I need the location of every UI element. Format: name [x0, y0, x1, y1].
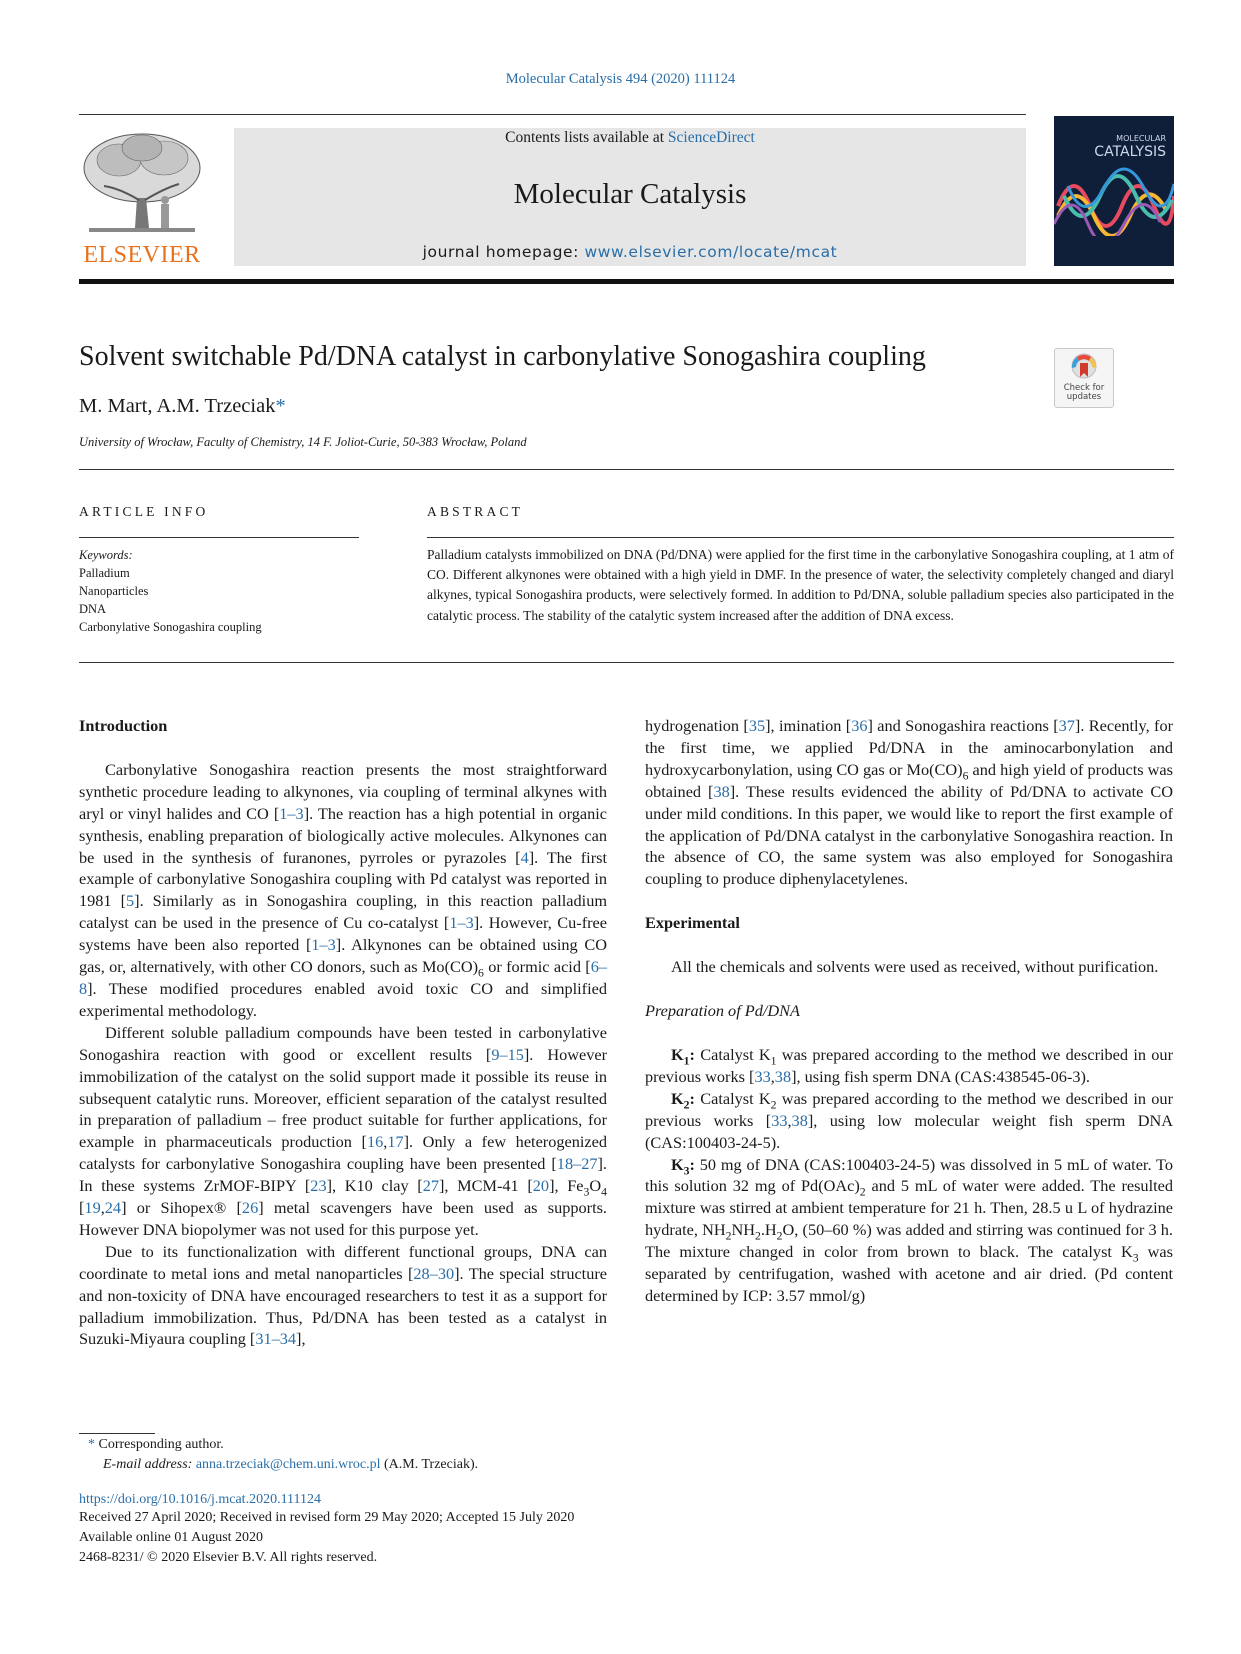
cover-art-icon — [1054, 166, 1174, 236]
preparation-subheading: Preparation of Pd/DNA — [645, 1001, 800, 1021]
body-left-column — [79, 715, 607, 1350]
experimental-heading: Experimental — [645, 913, 740, 933]
homepage-line — [234, 243, 1026, 261]
experimental-paragraph: All the chemicals and solvents were used as received, without purification. — [671, 957, 1159, 977]
keyword: Palladium — [79, 566, 130, 580]
citation-link[interactable]: 19 — [84, 1198, 101, 1218]
footnote-mark: * — [88, 1437, 95, 1452]
cover-title — [1054, 134, 1166, 160]
corresponding-text: Corresponding author. — [98, 1437, 224, 1452]
email-footnote — [103, 1457, 478, 1473]
citation-link[interactable]: 1–3 — [311, 935, 336, 955]
contents-prefix: Contents lists available at — [505, 129, 668, 146]
citation-link[interactable]: 33 — [754, 1066, 771, 1086]
citation-link[interactable]: 38 — [713, 781, 730, 801]
citation-link[interactable]: 1–3 — [279, 803, 304, 823]
body-right-column — [645, 715, 1173, 1307]
citation-link[interactable]: 38 — [791, 1110, 808, 1130]
email-label: E-mail address: — [103, 1457, 193, 1472]
tree-icon — [79, 128, 205, 240]
citation-link[interactable]: 37 — [1058, 716, 1075, 735]
citation-link[interactable]: 6–8 — [79, 957, 608, 998]
article-info-rule — [79, 537, 359, 538]
available-online-date: Available online 01 August 2020 — [79, 1530, 264, 1545]
citation-link[interactable]: 20 — [532, 1176, 550, 1196]
journal-title: Molecular Catalysis — [513, 178, 747, 210]
citation-link[interactable]: 5 — [126, 891, 135, 911]
citation-link[interactable]: 27 — [422, 1176, 439, 1196]
bookmark-icon — [1070, 353, 1098, 383]
citation-link[interactable]: 17 — [387, 1132, 404, 1152]
citation-link[interactable]: 31–34 — [255, 1329, 297, 1349]
doi-link[interactable]: https://doi.org/10.1016/j.mcat.2020.111124 — [79, 1492, 322, 1507]
intro-paragraph-3: Due to its functionalization with different functional groups, DNA can coordinate to metal ions and metal nanoparticles [28–30]. The special structure and non-toxicity of DNA have encouraged researchers to test it as a support for palladium immobilization. Thus, Pd/DNA has been tested as a catalyst in Suzuki-Miyaura coupling [31–34], — [79, 1241, 607, 1349]
intro-paragraph-2: Different soluble palladium compounds have been tested in carbonylative Sonogashira reaction with good or excellent results [9–15]. However immobilization of the catalyst on the solid support made it possible its reuse in subsequent catalytic runs. Moreover, efficient separation of the catalyst resulted in preparation of palladium – free product suitable for further applications, for example in pharmaceuticals production [16,17]. Only a few heterogenized catalysts for carbonylative Sonogashira coupling have been presented [18–27]. In these systems ZrMOF-BIPY [23], K10 clay [27], MCM-41 [20], $Fe_3O_4$ [19,24] or Sihopex® [26] metal scavengers have been used as supports. However DNA biopolymer was not used for this purpose yet. — [79, 1022, 608, 1239]
citation-link[interactable]: 16 — [366, 1132, 384, 1152]
received-dates: Received 27 April 2020; Received in revised form 29 May 2020; Accepted 15 July 2020 — [79, 1510, 575, 1525]
email-link[interactable]: anna.trzeciak@chem.uni.wroc.pl — [195, 1457, 381, 1472]
intro-paragraph-1: Carbonylative Sonogashira reaction presents the most straightforward synthetic procedure leading to alkynones, via coupling of terminal alkynes with aryl or vinyl halides and CO [1–3]. The reaction has a high potential in organic synthesis, enabling preparation of biologically active molecules. Alkynones can be used in the synthesis of furanones, pyrroles or pyrazoles [4]. The first example of carbonylative Sonogashira coupling with Pd catalyst was reported in 1981 [5]. Similarly as in Sonogashira coupling, in this reaction palladium catalyst can be used in the presence of Cu co-catalyst [1–3]. However, Cu-free systems have been also reported [1–3]. Alkynones can be obtained using CO gas, or, alternatively, with other CO donors, such as $Mo(CO)_6$ or formic acid [6–8]. These modified procedures enabled avoid toxic CO and simplified experimental methodology. — [79, 759, 608, 1020]
keyword: Carbonylative Sonogashira coupling — [79, 620, 262, 634]
header-thick-rule — [79, 279, 1174, 284]
keyword: Nanoparticles — [79, 584, 149, 598]
authors-text: M. Mart, A.M. Trzeciak — [79, 395, 276, 417]
citation-link[interactable]: 36 — [851, 716, 868, 735]
intro-paragraph-3-continued: hydrogenation [35], imination [36] and Sonogashira reactions [37]. Recently, for the first time, we applied Pd/DNA in the aminocarbonylation and hydroxycarbonylation, using CO gas or $Mo(CO)_6$ and high yield of products was obtained [38]. These results evidenced the ability of Pd/DNA to activate CO under mild conditions. In this paper, we would like to report the first example of the application of Pd/DNA catalyst in the carbonylative Sonogashira reaction. In the absence of CO, the same system was also employed for Sonogashira coupling to produce diphenylacetylenes. — [645, 716, 1174, 889]
corresponding-author-footnote — [88, 1437, 224, 1453]
citation-link[interactable]: 33 — [771, 1110, 788, 1130]
abstract-text: Palladium catalysts immobilized on DNA (Pd/DNA) were applied for the first time in the carbonylative Sonogashira coupling, at 1 atm of CO. Different alkynones were obtained with a high yield in DMF. In the presence of water, the selectivity completely changed and diaryl alkynes, typical Sonogashira products, were selectively formed. In addition to Pd/DNA, soluble palladium species also participated in the catalytic process. The stability of the catalytic system increased after the addition of DNA excess. — [427, 547, 1174, 623]
footnote-rule — [79, 1433, 155, 1434]
abstract-rule — [427, 537, 1174, 538]
citation-link[interactable]: 28–30 — [413, 1263, 455, 1283]
citation-link[interactable]: 38 — [774, 1066, 792, 1086]
journal-banner — [234, 128, 1026, 266]
title-rule — [79, 469, 1174, 470]
citation-link[interactable]: 35 — [748, 716, 766, 735]
introduction-heading: Introduction — [79, 716, 168, 735]
check-for-updates-button[interactable] — [1054, 348, 1114, 408]
email-suffix: (A.M. Trzeciak). — [380, 1457, 479, 1472]
contents-line — [234, 129, 1026, 147]
citation-link[interactable]: 4 — [520, 847, 529, 867]
sciencedirect-link[interactable]: ScienceDirect — [667, 129, 755, 146]
catalyst-k3-paragraph: $K_3$: 50 mg of DNA (CAS:100403-24-5) was dissolved in 5 mL of water. To this solution 32 mg of $Pd(OAc)_2$ and 5 mL of water were added. The resulted mixture was stirred at ambient temperature for 21 h. Then, 28.5 u L of hydrazine hydrate, $NH_2NH_2.H_2O$, (50–60 %) was added and stirring was continued for 3 h. The mixture changed in color from brown to black. The catalyst $K_3$ was separated by centrifugation, washed with acetone and air dried. (Pd content determined by ICP: 3.57 mmol/g) — [645, 1154, 1173, 1305]
article-info-heading: ARTICLE INFO — [79, 504, 209, 519]
catalyst-k1-paragraph: $K_1$: Catalyst $K_1$ was prepared according to the method we described in our previous works [33,38], using fish sperm DNA (CAS:438545-06-3). — [645, 1044, 1173, 1086]
citation-link[interactable]: 26 — [241, 1198, 259, 1218]
citation-link[interactable]: 1–3 — [449, 913, 474, 933]
cover-title-big: CATALYSIS — [1094, 144, 1166, 160]
keywords-label: Keywords: — [79, 548, 133, 562]
header-rule — [79, 114, 1026, 115]
catalyst-k2-paragraph: $K_2$: Catalyst $K_2$ was prepared according to the method we described in our previous works [33,38], using low molecular weight fish sperm DNA (CAS:100403-24-5). — [645, 1088, 1174, 1152]
journal-cover-thumbnail[interactable] — [1054, 116, 1174, 266]
keyword: DNA — [79, 602, 107, 616]
abstract-heading: ABSTRACT — [427, 504, 524, 519]
citation-link[interactable]: 18–27 — [556, 1154, 598, 1174]
cover-title-small: MOLECULAR — [1116, 134, 1166, 143]
elsevier-wordmark: ELSEVIER — [83, 242, 201, 268]
copyright-line: 2468-8231/ © 2020 Elsevier B.V. All rights reserved. — [79, 1550, 378, 1565]
citation-link[interactable]: 9–15 — [491, 1044, 524, 1064]
paper-title: Solvent switchable Pd/DNA catalyst in carbonylative Sonogashira coupling — [79, 341, 926, 372]
affiliation: University of Wrocław, Faculty of Chemistry, 14 F. Joliot-Curie, 50-383 Wrocław, Poland — [79, 435, 527, 449]
journal-reference[interactable]: Molecular Catalysis 494 (2020) 111124 — [505, 71, 736, 87]
citation-link[interactable]: 23 — [310, 1176, 327, 1196]
citation-link[interactable]: 24 — [104, 1198, 122, 1218]
check-for-updates-label: Check for updates — [1063, 383, 1105, 402]
keywords-block — [79, 546, 262, 636]
abstract-rule-bottom — [79, 662, 1174, 663]
homepage-link[interactable]: www.elsevier.com/locate/mcat — [584, 243, 838, 261]
homepage-prefix: journal homepage: — [422, 243, 585, 261]
corresponding-author-mark[interactable]: * — [275, 395, 286, 417]
author-list — [79, 395, 286, 418]
